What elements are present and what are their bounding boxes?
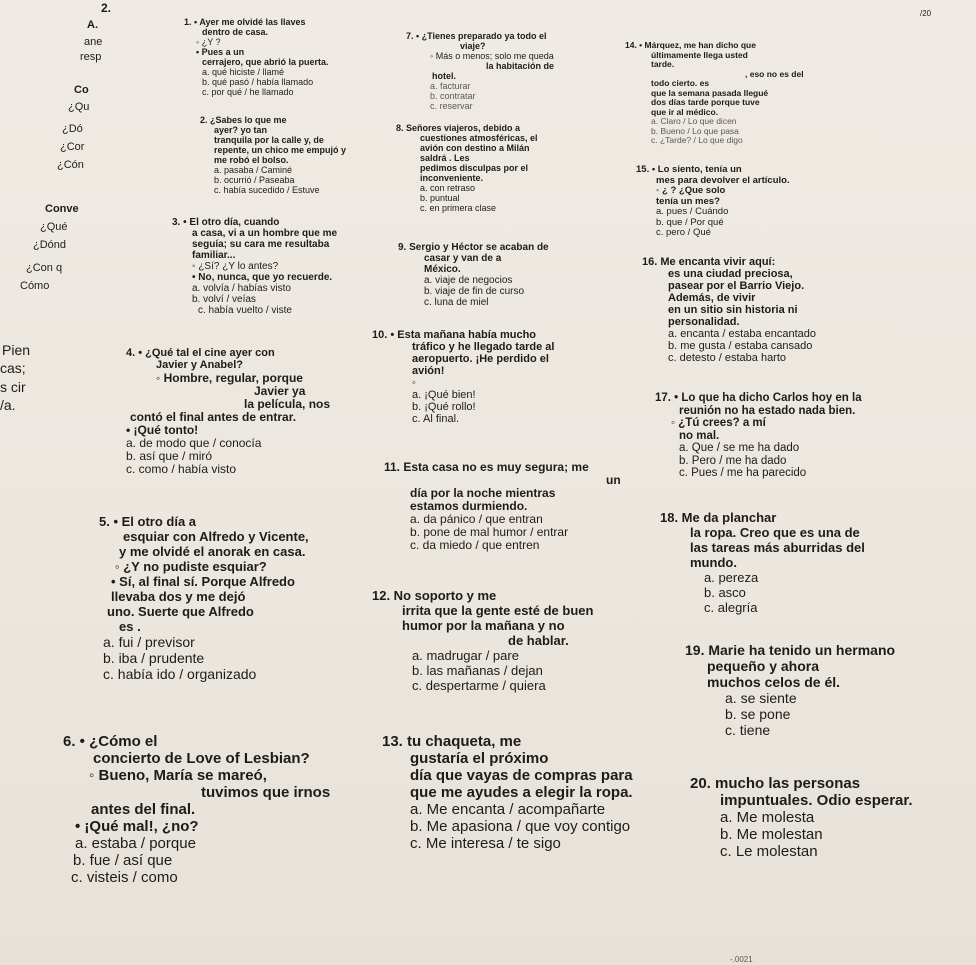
- question-text: ayer? yo tan: [214, 125, 268, 135]
- question-text: que me ayudes a elegir la ropa.: [410, 784, 633, 801]
- question-text: ◦: [412, 377, 416, 389]
- question-text: ◦ ¿Sí? ¿Y lo antes?: [192, 261, 279, 272]
- answer-option-c[interactable]: c. visteis / como: [71, 869, 178, 886]
- question-text: tenía un mes?: [656, 195, 720, 207]
- question-text: uno. Suerte que Alfredo: [107, 604, 254, 619]
- edge-fragment: Co: [74, 84, 89, 96]
- question-text: estamos durmiendo.: [410, 499, 528, 513]
- question-5: [99, 515, 309, 683]
- answer-option-a[interactable]: a. estaba / porque: [75, 835, 196, 852]
- answer-option-a[interactable]: a. pues / Cuándo: [656, 206, 729, 217]
- answer-option-b[interactable]: b. pone de mal humor / entrar: [410, 525, 569, 539]
- question-text: la habitación de: [486, 61, 555, 71]
- question-text: cerrajero, que abrió la puerta.: [202, 57, 329, 67]
- question-text: pequeño y ahora: [707, 658, 820, 674]
- answer-option-b[interactable]: b. fue / así que: [73, 852, 173, 869]
- question-6: [63, 734, 330, 887]
- question-text: gustaría el próximo: [410, 750, 549, 767]
- question-20: [690, 776, 913, 861]
- answer-option-b[interactable]: b. Pero / me ha dado: [679, 454, 787, 467]
- question-text: a casa, vi a un hombre que me: [192, 228, 338, 239]
- question-text: saldrá . Les: [420, 153, 470, 163]
- question-text: avión!: [412, 365, 445, 377]
- question-text: la ropa. Creo que es una de: [690, 525, 860, 540]
- answer-option-a[interactable]: a. viaje de negocios: [424, 275, 513, 286]
- question-text: 19. Marie ha tenido un hermano: [685, 642, 896, 658]
- question-text: 10. • Esta mañana había mucho: [372, 329, 537, 341]
- question-text: ◦ ¿Y no pudiste esquiar?: [115, 559, 267, 574]
- edge-fragment: ¿Qué: [40, 221, 68, 233]
- question-text: reunión no ha estado nada bien.: [679, 404, 856, 417]
- question-text: 3. • El otro día, cuando: [172, 217, 280, 228]
- question-text: mes para devolver el artículo.: [656, 174, 790, 186]
- question-text: seguía; su cara me resultaba: [192, 239, 330, 250]
- question-text: que la semana pasada llegué: [651, 87, 769, 98]
- score-box: /20: [920, 9, 932, 18]
- question-text: me robó el bolso.: [214, 155, 289, 165]
- question-text: , eso no es del: [745, 68, 804, 79]
- answer-option-b[interactable]: b. iba / prudente: [103, 650, 205, 666]
- question-text: concierto de Love of Lesbian?: [93, 750, 310, 767]
- answer-option-c[interactable]: c. reservar: [430, 101, 473, 111]
- question-text: 18. Me da planchar: [660, 510, 777, 525]
- answer-option-b[interactable]: b. Bueno / Lo que pasa: [651, 125, 739, 136]
- question-text: irrita que la gente esté de buen: [402, 603, 594, 618]
- question-text: contó el final antes de entrar.: [130, 410, 297, 424]
- question-text: viaje?: [460, 41, 486, 51]
- answer-option-c[interactable]: c. había sucedido / Estuve: [214, 185, 320, 195]
- question-text: repente, un chico me empujó y: [214, 145, 347, 155]
- question-text: personalidad.: [668, 316, 740, 328]
- page-number: 2.: [101, 1, 112, 15]
- answer-option-c[interactable]: c. en primera clase: [420, 203, 497, 213]
- question-text: impuntuales. Odio esperar.: [720, 792, 913, 809]
- question-text: 16. Me encanta vivir aquí:: [642, 256, 776, 268]
- answer-option-c[interactable]: c. alegría: [704, 600, 758, 615]
- question-text: un: [606, 473, 621, 487]
- edge-fragment: A.: [87, 19, 98, 31]
- answer-option-a[interactable]: a. qué hiciste / llamé: [202, 67, 285, 77]
- answer-option-b[interactable]: b. viaje de fin de curso: [424, 286, 525, 297]
- answer-option-c[interactable]: c. Pues / me ha parecido: [679, 467, 807, 479]
- answer-option-a[interactable]: a. ¡Qué bien!: [412, 389, 476, 401]
- question-text: esquiar con Alfredo y Vicente,: [123, 529, 309, 544]
- answer-option-a[interactable]: a. fui / previsor: [103, 634, 195, 650]
- question-text: es .: [119, 619, 141, 634]
- answer-option-c[interactable]: c. pero / Qué: [656, 227, 711, 238]
- question-text: es una ciudad preciosa,: [668, 268, 793, 280]
- question-4: [126, 348, 330, 476]
- answer-option-b[interactable]: b. las mañanas / dejan: [412, 663, 543, 678]
- answer-option-b[interactable]: b. así que / miró: [126, 449, 213, 463]
- question-text: tuvimos que irnos: [201, 784, 331, 801]
- question-text: pedimos disculpas por el: [420, 163, 529, 173]
- question-text: que ir al médico.: [651, 106, 719, 117]
- question-text: cuestiones atmosféricas, el: [420, 133, 538, 143]
- question-18: [660, 511, 865, 616]
- question-text: en un sitio sin historia ni: [668, 304, 798, 316]
- question-text: inconveniente.: [420, 173, 484, 183]
- answer-option-c[interactable]: c. ¿Tarde? / Lo que digo: [651, 135, 743, 145]
- question-text: 4. • ¿Qué tal el cine ayer con: [126, 347, 275, 359]
- answer-option-c[interactable]: c. tiene: [725, 722, 771, 738]
- answer-option-a[interactable]: a. pasaba / Caminé: [214, 165, 293, 175]
- answer-option-a[interactable]: a. se siente: [725, 690, 797, 706]
- edge-fragment: ¿Cor: [60, 141, 85, 153]
- edge-fragment: cas;: [0, 360, 26, 376]
- question-10: [372, 330, 554, 426]
- answer-option-b[interactable]: b. Me molestan: [720, 826, 823, 843]
- answer-option-c[interactable]: c. Le molestan: [720, 843, 818, 860]
- answer-option-a[interactable]: a. pereza: [704, 570, 759, 585]
- answer-option-a[interactable]: a. Claro / Lo que dicen: [651, 116, 737, 126]
- question-text: llevaba dos y me dejó: [111, 589, 246, 604]
- answer-option-b[interactable]: b. qué pasó / había llamado: [202, 77, 314, 87]
- question-text: tráfico y he llegado tarde al: [412, 341, 555, 353]
- question-text: y me olvidé el anorak en casa.: [119, 544, 306, 559]
- edge-fragment: Cómo: [20, 280, 50, 292]
- answer-option-c[interactable]: c. da miedo / que entren: [410, 538, 540, 552]
- question-text: 17. • Lo que ha dicho Carlos hoy en la: [655, 392, 862, 404]
- question-text: de hablar.: [508, 633, 569, 648]
- edge-fragment: ¿Qu: [68, 101, 90, 113]
- answer-option-b[interactable]: b. me gusta / estaba cansado: [668, 340, 813, 352]
- question-text: avión con destino a Milán: [420, 143, 530, 153]
- question-15: [636, 165, 790, 239]
- answer-option-b[interactable]: b. ocurrió / Paseaba: [214, 175, 295, 185]
- question-text: todo cierto. es: [651, 78, 710, 88]
- answer-option-a[interactable]: a. madrugar / pare: [412, 648, 519, 663]
- answer-option-c[interactable]: c. Me interesa / te sigo: [410, 835, 561, 852]
- question-text: ◦ ¿ ? ¿Que solo: [656, 185, 726, 196]
- question-text: 11. Esta casa no es muy segura; me: [384, 460, 589, 474]
- answer-option-c[interactable]: c. despertarme / quiera: [412, 678, 546, 693]
- question-text: día por la noche mientras: [410, 486, 556, 500]
- question-text: 8. Señores viajeros, debido a: [396, 123, 521, 133]
- question-text: • ¡Qué tonto!: [126, 423, 199, 437]
- question-text: ◦ ¿Tú crees? a mí: [671, 417, 766, 429]
- answer-option-c[interactable]: c. Al final.: [412, 413, 460, 425]
- question-16: [642, 257, 816, 365]
- question-text: ◦ Más o menos; solo me queda: [430, 51, 554, 61]
- question-text: 13. tu chaqueta, me: [382, 733, 522, 750]
- question-text: familiar...: [192, 250, 236, 261]
- answer-option-a[interactable]: a. encanta / estaba encantado: [668, 328, 817, 340]
- answer-option-c[interactable]: c. como / había visto: [126, 462, 237, 476]
- question-text: 2. ¿Sabes lo que me: [200, 115, 287, 125]
- edge-fragment: ¿Dó: [62, 123, 83, 135]
- question-8: [396, 124, 538, 214]
- answer-option-c[interactable]: c. había ido / organizado: [103, 666, 257, 682]
- answer-option-b[interactable]: b. puntual: [420, 193, 460, 203]
- bottom-mark: -.0021: [730, 955, 753, 964]
- question-1: [184, 18, 329, 98]
- question-3: [172, 218, 337, 317]
- question-text: 9. Sergio y Héctor se acaban de: [398, 242, 549, 253]
- question-text: Además, de vivir: [668, 292, 756, 304]
- question-text: tarde.: [651, 59, 675, 69]
- answer-option-c[interactable]: c. detesto / estaba harto: [668, 352, 787, 364]
- question-14: [625, 41, 804, 146]
- question-text: aeropuerto. ¡He perdido el: [412, 353, 549, 365]
- answer-option-b[interactable]: b. volví / veías: [192, 294, 256, 305]
- answer-option-b[interactable]: b. Me apasiona / que voy contigo: [410, 818, 631, 835]
- question-text: 5. • El otro día a: [99, 514, 197, 529]
- question-text: humor por la mañana y no: [402, 618, 565, 633]
- question-2: [200, 116, 346, 196]
- question-text: tranquila por la calle y, de: [214, 135, 324, 145]
- answer-option-a[interactable]: a. Me encanta / acompañarte: [410, 801, 606, 818]
- question-text: 12. No soporto y me: [372, 588, 497, 603]
- question-text: casar y van de a: [424, 253, 502, 264]
- edge-fragment: s cir: [0, 379, 26, 395]
- answer-option-a[interactable]: a. da pánico / que entran: [410, 512, 543, 526]
- edge-fragment: ane: [84, 36, 103, 48]
- question-19: [685, 643, 895, 739]
- answer-option-c[interactable]: c. luna de miel: [424, 297, 489, 308]
- question-text: ◦ Bueno, María se mareó,: [89, 767, 267, 784]
- question-text: pasear por el Barrio Viejo.: [668, 280, 805, 292]
- question-text: dos días tarde porque tuve: [651, 97, 760, 107]
- question-text: ◦ ¿Y ?: [196, 37, 221, 47]
- question-13: [382, 734, 633, 853]
- question-text: hotel.: [432, 71, 456, 81]
- answer-option-a[interactable]: a. Que / se me ha dado: [679, 442, 800, 454]
- question-text: Javier y Anabel?: [156, 359, 244, 371]
- answer-option-a[interactable]: a. facturar: [430, 81, 471, 91]
- question-text: • ¡Qué mal!, ¿no?: [75, 818, 199, 835]
- question-text: 20. mucho las personas: [690, 775, 861, 792]
- answer-option-b[interactable]: b. asco: [704, 585, 746, 600]
- question-text: 14. • Márquez, me han dicho que: [625, 40, 756, 50]
- question-text: antes del final.: [91, 801, 196, 818]
- answer-option-a[interactable]: a. Me molesta: [720, 809, 815, 826]
- edge-fragment: Conve: [45, 203, 79, 215]
- question-7: [406, 32, 554, 112]
- edge-fragment: ¿Dónd: [33, 239, 67, 251]
- question-text: • No, nunca, que yo recuerde.: [192, 272, 333, 283]
- question-text: mundo.: [690, 555, 737, 570]
- question-text: la película, nos: [244, 397, 331, 411]
- answer-option-a[interactable]: a. de modo que / conocía: [126, 436, 262, 450]
- answer-option-b[interactable]: b. que / Por qué: [656, 216, 724, 228]
- edge-fragment: Pien: [2, 342, 31, 358]
- question-text: las tareas más aburridas del: [690, 540, 865, 555]
- question-text: 6. • ¿Cómo el: [63, 733, 158, 750]
- edge-fragment: resp: [80, 51, 102, 63]
- question-text: 7. • ¿Tienes preparado ya todo el: [406, 31, 547, 41]
- answer-option-c[interactable]: c. había vuelto / viste: [198, 305, 292, 316]
- question-text: • Pues a un: [196, 47, 245, 57]
- question-text: día que vayas de compras para: [410, 767, 633, 784]
- question-text: 1. • Ayer me olvidé las llaves: [184, 17, 306, 27]
- answer-option-a[interactable]: a. volvía / habías visto: [192, 283, 291, 294]
- question-text: México.: [424, 264, 461, 275]
- question-text: últimamente llega usted: [651, 49, 748, 60]
- edge-fragment: /a.: [0, 397, 16, 413]
- question-9: [398, 243, 549, 309]
- question-text: ◦ Hombre, regular, porque: [156, 371, 303, 385]
- answer-option-c[interactable]: c. por qué / he llamado: [202, 87, 294, 97]
- answer-option-b[interactable]: b. contratar: [430, 91, 476, 101]
- edge-fragment: ¿Cón: [57, 159, 84, 171]
- answer-option-b[interactable]: b. ¡Qué rollo!: [412, 401, 476, 413]
- answer-option-a[interactable]: a. con retraso: [420, 183, 476, 193]
- question-17: [655, 393, 862, 481]
- question-text: dentro de casa.: [202, 27, 269, 37]
- question-11: [384, 461, 621, 552]
- question-text: Javier ya: [254, 384, 306, 398]
- answer-option-b[interactable]: b. se pone: [725, 706, 791, 722]
- question-text: no mal.: [679, 429, 720, 442]
- question-text: 15. • Lo siento, tenía un: [636, 164, 742, 175]
- edge-fragment: ¿Con q: [26, 262, 63, 274]
- question-12: [372, 589, 593, 694]
- question-text: muchos celos de él.: [707, 674, 841, 690]
- question-text: • Sí, al final sí. Porque Alfredo: [111, 574, 295, 589]
